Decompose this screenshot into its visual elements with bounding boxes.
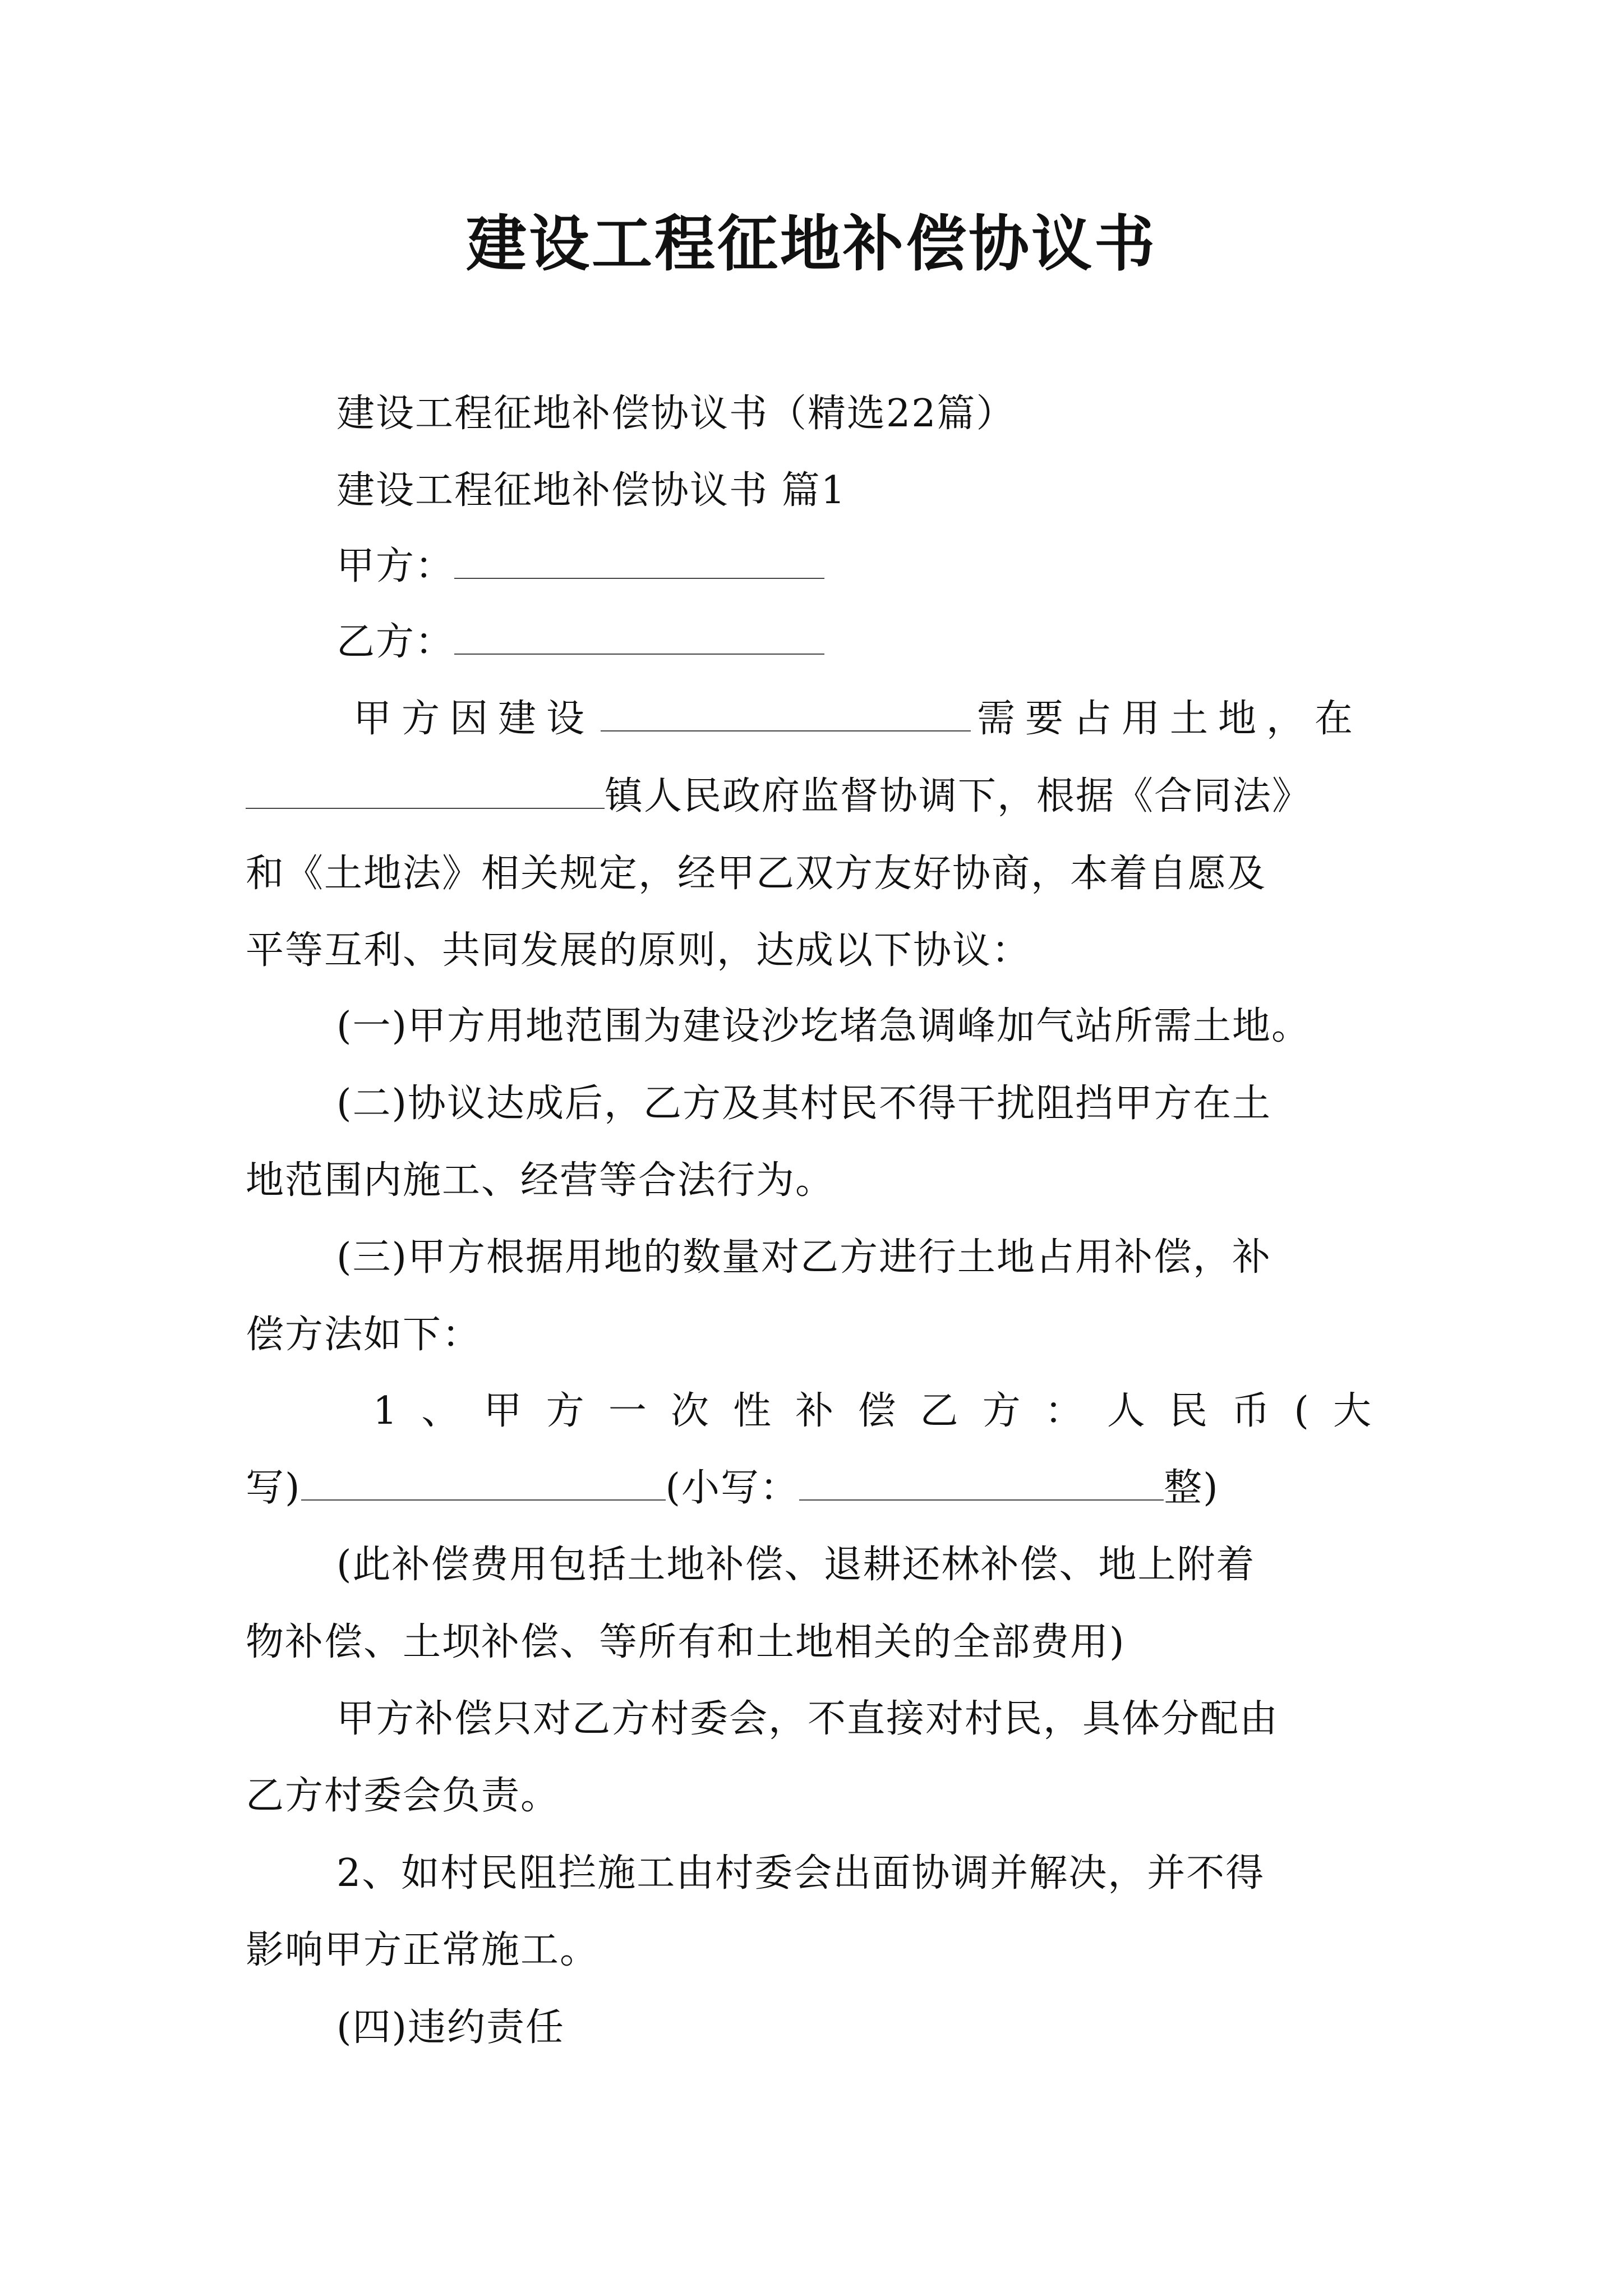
note-line-2: 物补偿、土坝补偿、等所有和土地相关的全部费用)	[246, 1620, 1126, 1664]
section-heading: 建设工程征地补偿协议书 篇1	[336, 468, 846, 513]
intro-line-2	[246, 769, 1311, 825]
intro-part-2: 需要占用土地，在	[976, 697, 1363, 741]
intro-line-1	[353, 691, 1363, 747]
item-1-part-3: 整)	[1164, 1466, 1219, 1510]
party-b-blank[interactable]	[454, 619, 824, 655]
party-b-line	[336, 614, 824, 670]
item-2-line-1: 2、如村民阻拦施工由村委会出面协调并解决，并不得	[336, 1851, 1265, 1895]
intro-line-3: 和《土地法》相关规定，经甲乙双方友好协商，本着自愿及	[246, 852, 1267, 896]
document-title: 建设工程征地补偿协议书	[465, 209, 1157, 279]
clause-1: (一)甲方用地范围为建设沙圪堵急调峰加气站所需土地。	[336, 1004, 1311, 1048]
payment-line-2: 乙方村委会负责。	[246, 1774, 560, 1818]
intro-part-1: 甲方因建设	[353, 697, 595, 741]
clause-2-line-2: 地范围内施工、经营等合法行为。	[246, 1158, 835, 1203]
party-b-label: 乙方：	[336, 620, 455, 664]
document-subtitle: 建设工程征地补偿协议书（精选22篇）	[336, 392, 1016, 436]
intro-part-3: 镇人民政府监督协调下，根据《合同法》	[605, 774, 1312, 818]
party-a-line	[336, 539, 824, 595]
amount-lowercase-blank[interactable]	[799, 1465, 1164, 1501]
intro-line-4: 平等互利、共同发展的原则，达成以下协议：	[246, 928, 1031, 973]
clause-3-line-1: (三)甲方根据用地的数量对乙方进行土地占用补偿，补	[336, 1235, 1272, 1280]
item-1-line-1: 1、甲方一次性补偿乙方：人民币(大	[373, 1389, 1371, 1433]
amount-uppercase-blank[interactable]	[301, 1465, 666, 1501]
party-a-label: 甲方：	[336, 544, 455, 588]
note-line-1: (此补偿费用包括土地补偿、退耕还林补偿、地上附着	[336, 1543, 1256, 1587]
town-blank[interactable]	[246, 773, 605, 809]
party-a-blank[interactable]	[454, 543, 824, 579]
clause-4: (四)违约责任	[336, 2005, 565, 2050]
clause-2-line-1: (二)协议达成后，乙方及其村民不得干扰阻挡甲方在土	[336, 1082, 1272, 1126]
clause-3-line-2: 偿方法如下：	[246, 1313, 482, 1357]
item-2-line-2: 影响甲方正常施工。	[246, 1928, 600, 1972]
item-1-line-2	[246, 1460, 1219, 1516]
item-1-part-2: (小写：	[665, 1466, 800, 1510]
payment-line-1: 甲方补偿只对乙方村委会，不直接对村民，具体分配由	[336, 1697, 1279, 1741]
item-1-part-1: 写)	[246, 1466, 301, 1510]
project-blank[interactable]	[601, 696, 971, 731]
